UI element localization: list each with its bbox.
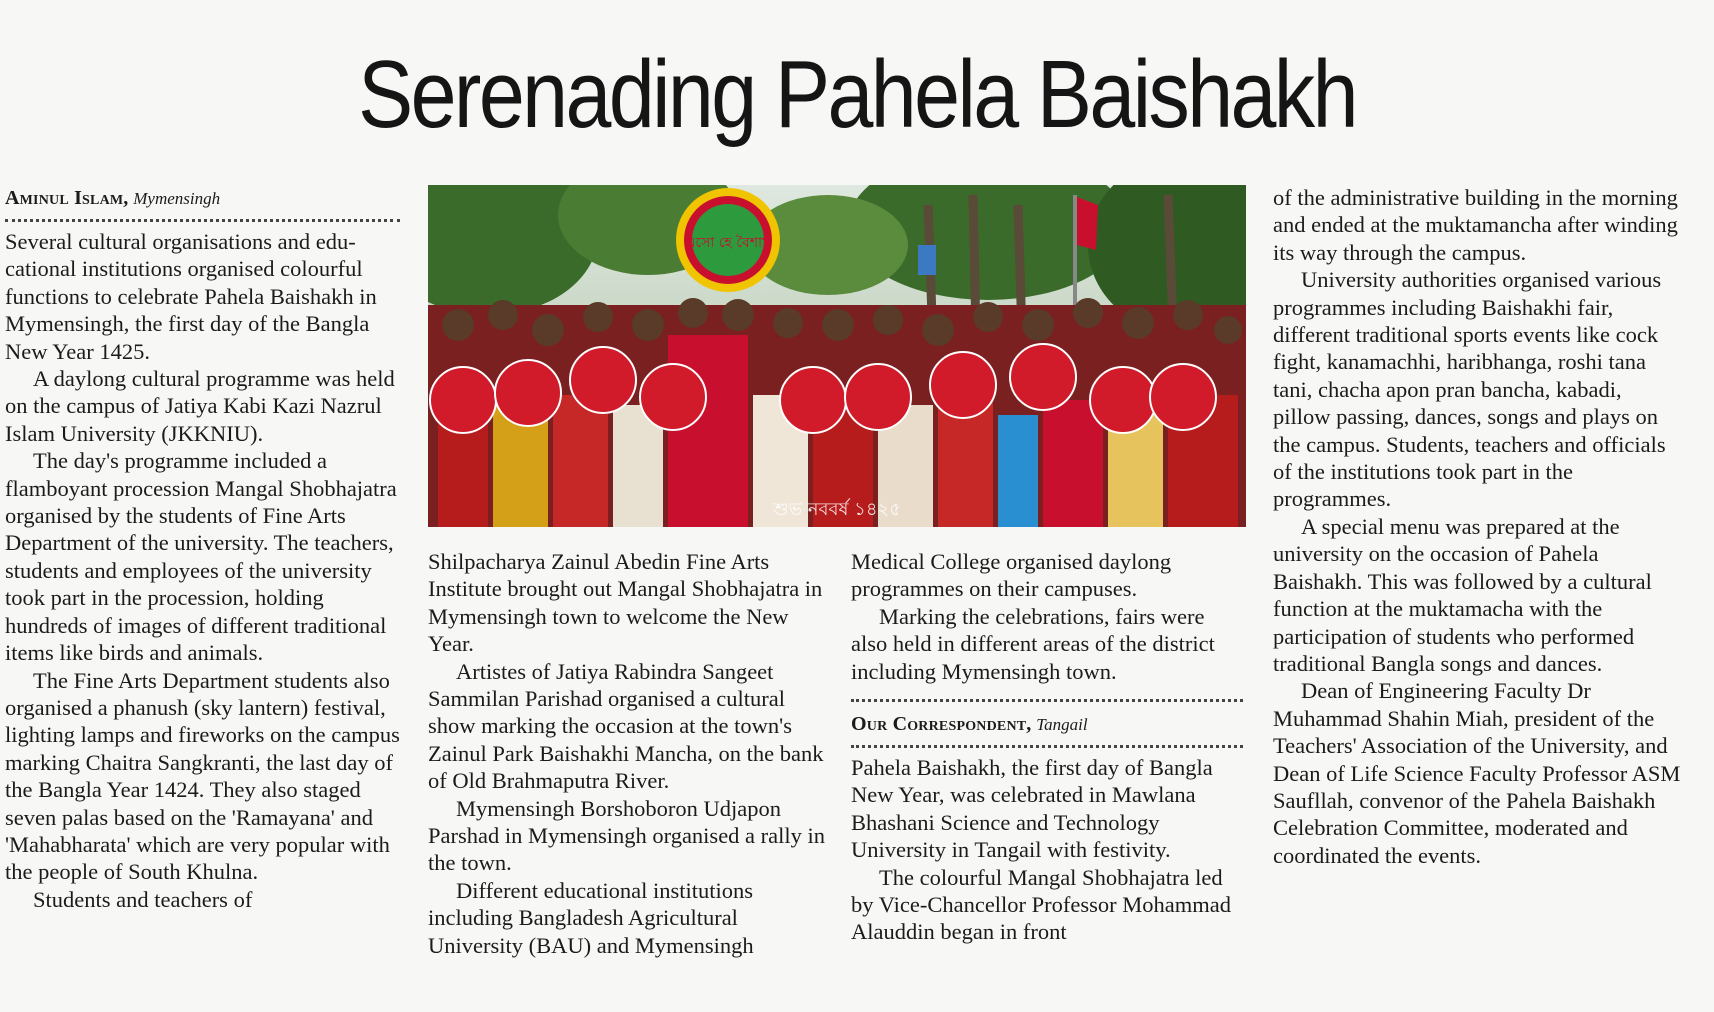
- paragraph: The Fine Arts Department students also organised a phanush (sky lantern) festival, lighting lamps and fireworks on the campus marking Chaitra Sangkranti, the last day of the Bangla Year 1424. They also staged seven palas based on the 'Ramayana' and 'Mahabharata' which are very popular with the people of South Khulna.: [5, 667, 400, 885]
- column-3: [851, 548, 1243, 946]
- paragraph: Marking the celebrations, fairs were also held in different areas of the district including Mymensingh town.: [851, 603, 1215, 684]
- paragraph: Pahela Baishakh, the first day of Bangla New Year, was celebrated in Mawlana Bhashani Science and Technology University in Tangail with festivity.: [851, 755, 1213, 863]
- paragraph: Shilpacharya Zainul Abedin Fine Arts Institute brought out Mangal Shobhajatra in Mymensingh town to welcome the New Year.: [428, 549, 823, 657]
- dotted-rule: [851, 699, 1243, 702]
- byline-name: Aminul Islam,: [5, 187, 129, 209]
- paragraph: A special menu was prepared at the university on the occasion of Pahela Baishakh. This was followed by a cultural function at the muktamacha with the participation of students who performed traditional Bangla songs and dances.: [1273, 513, 1652, 676]
- banner-text: এসো হে বৈশাখ: [684, 235, 772, 251]
- byline-name: Our Correspondent,: [851, 713, 1032, 736]
- paragraph: The colourful Mangal Shobhajatra led by Vice-Chancellor Professor Mohammad Alauddin began in front: [851, 864, 1232, 945]
- dotted-rule: [5, 219, 400, 222]
- festoon-text: শুভ নববর্ষ ১৪২৫: [773, 499, 901, 520]
- paragraph: Medical College organised daylong programmes on their campuses.: [851, 549, 1172, 602]
- procession-photo: [428, 185, 1246, 527]
- paragraph: University authorities organised various programmes including Baishakhi fair, different traditional sports events like cock fight, kanamachhi, haribhanga, roshi tana tani, chacha apon pran bancha, kabadi, pillow passing, dances, songs and plays on the campus. Students, teachers and officials of the institutions took part in the programmes.: [1273, 267, 1666, 512]
- paragraph: The day's programme included a flamboyant procession Mangal Shobhajatra organised by the students of Fine Arts Department of the university. The teachers, students and employees of the university took part in the procession, holding hundreds of images of different traditional items like birds and animals.: [5, 448, 397, 666]
- paragraph: Artistes of Jatiya Rabindra Sangeet Sammilan Parishad organised a cultural show marking the occasion at the town's Zainul Park Baishakhi Mancha, on the bank of Old Brahmaputra River.: [428, 658, 824, 794]
- paragraph: A daylong cultural programme was held on the campus of Jatiya Kabi Kazi Nazrul Islam University (JKKNIU).: [5, 366, 395, 446]
- headline: Serenading Pahela Baishakh: [358, 41, 1356, 148]
- paragraph: Different educational institutions including Bangladesh Agricultural University (BAU) and Mymensingh: [428, 877, 754, 958]
- column-2: [428, 548, 826, 959]
- dotted-rule: [851, 745, 1243, 748]
- column-4: [1273, 184, 1683, 869]
- paragraph: Dean of Engineering Faculty Dr Muhammad Shahin Miah, president of the Teachers' Association of the University, and Dean of Life Science Faculty Professor ASM Saufllah, convenor of the Pahela Baishakh Celebration Committee, moderated and coordinated the events.: [1273, 678, 1681, 868]
- paragraph: Mymensingh Borshoboron Udjapon Parshad in Mymensingh organised a rally in the town.: [428, 795, 826, 876]
- column-1: [5, 186, 400, 913]
- paragraph: Several cultural organisations and educational institutions organised colourful functions to celebrate Pahela Baishakh in Mymensingh, the first day of the Bangla New Year 1425.: [5, 229, 377, 364]
- paragraph: Students and teachers of: [33, 886, 253, 912]
- byline-story2: [851, 712, 1243, 737]
- byline-story1: [5, 186, 400, 211]
- byline-location: Mymensingh: [133, 189, 221, 208]
- byline-location: Tangail: [1036, 715, 1088, 735]
- paragraph: of the administrative building in the morning and ended at the muktamancha after winding its way through the campus.: [1273, 185, 1678, 265]
